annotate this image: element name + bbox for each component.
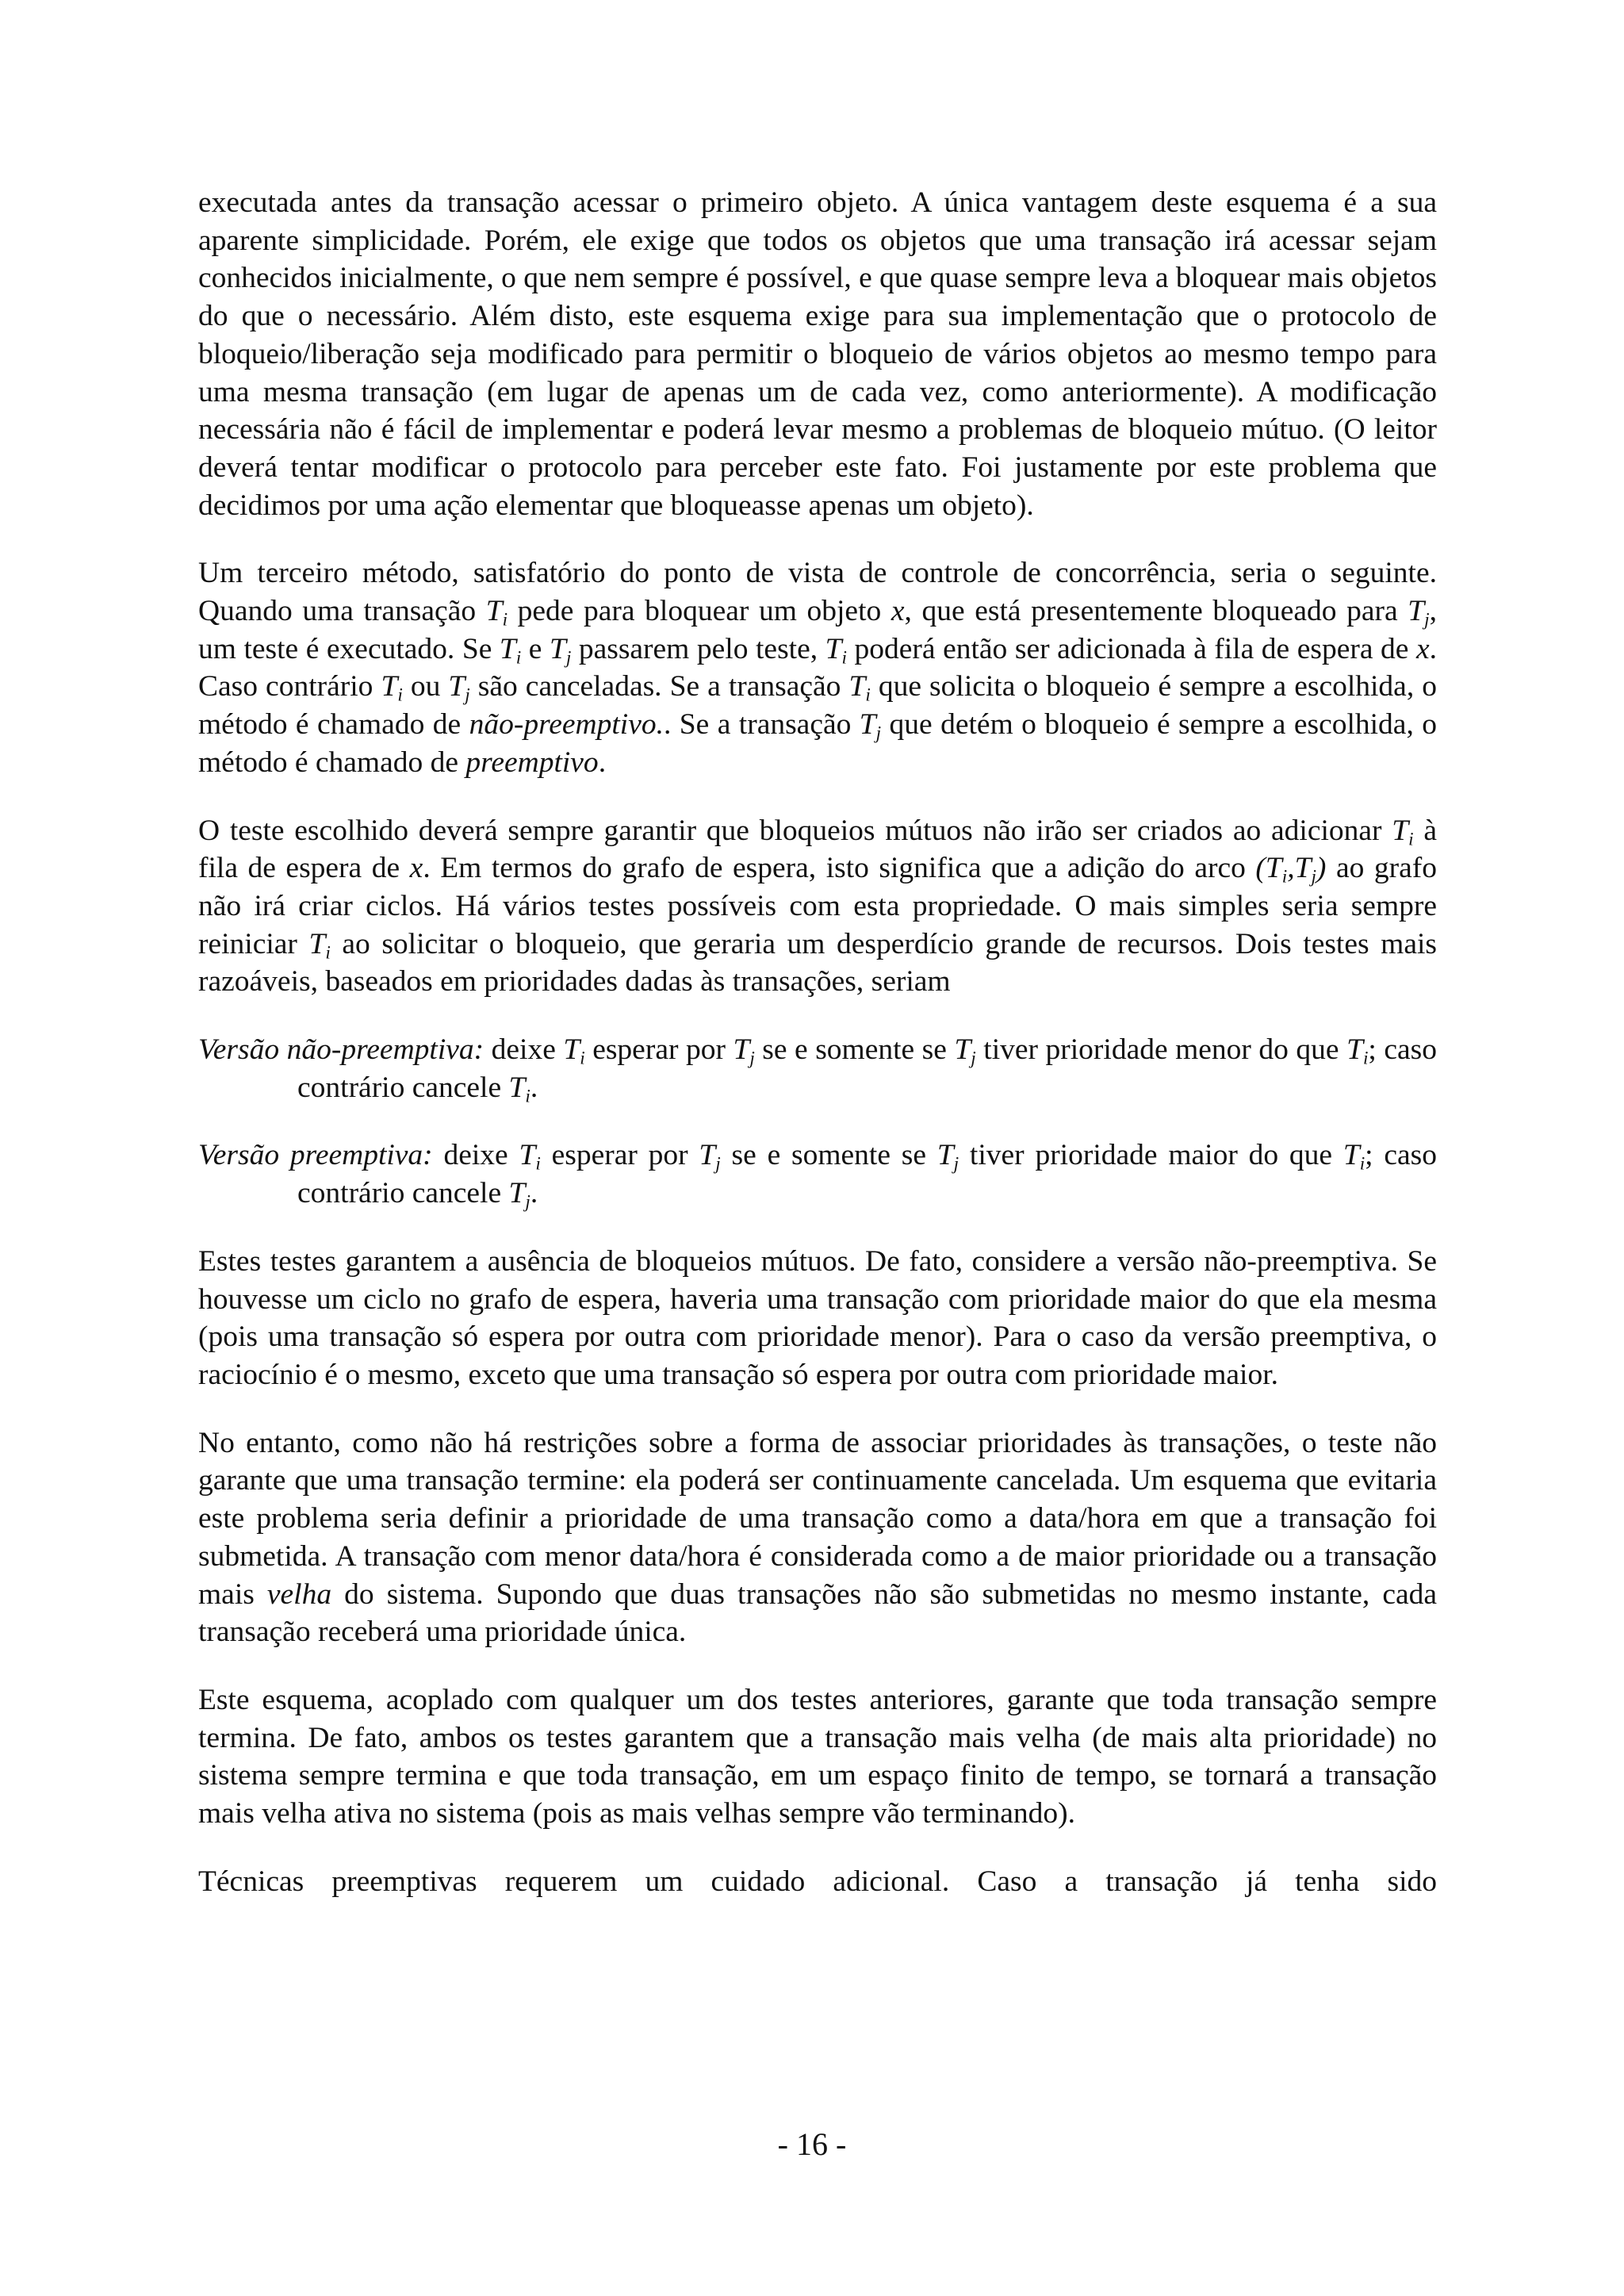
var-tj: $T_j$	[733, 1033, 755, 1069]
definition-term: Versão não-preemptiva:	[198, 1033, 485, 1067]
paragraph-2: Um terceiro método, satisfatório do ponto de vista de controle de concorrência, seria o seguinte. Quando uma transação $T_i$ pede para bloquear um objeto x, que está presentemente bloqueado para $T_j$, um teste é executado. Se $T_i$ e $T_j$ passarem pelo teste, $T_i$ poderá então ser adicionada à fila de espera de x. Caso contrário $T_i$ ou $T_j$ são canceladas. Se a transação $T_i$ que solicita o bloqueio é sempre a escolhida, o método é chamado de não-preemptivo.. Se a transação $T_j$ que detém o bloqueio é sempre a escolhida, o método é chamado de preemptivo.	[198, 557, 1438, 779]
paragraph-7: Técnicas preemptivas requerem um cuidado adicional. Caso a transação já tenha sido	[198, 1865, 1437, 1898]
var-ti: $T_i$	[563, 1033, 585, 1069]
term-nao-preemptivo: não-preemptivo.	[469, 708, 664, 742]
var-tj: $T_j$	[448, 670, 470, 706]
paragraph-3: O teste escolhido deverá sempre garantir que bloqueios mútuos não irão ser criados ao adicionar $T_i$ à fila de espera de x. Em termos do grafo de espera, isto significa que a adição do arco $(T_i,T_j)$ ao grafo não irá criar ciclos. Há vários testes possíveis com esta propriedade. O mais simples seria sempre reiniciar $T_i$ ao solicitar o bloqueio, que geraria um desperdício grande de recursos. Dois testes mais razoáveis, baseados em prioridades dadas às transações, seriam	[198, 814, 1438, 999]
var-ti: $T_i$	[485, 595, 508, 631]
var-ti: $T_i$	[1392, 814, 1414, 850]
var-tj: $T_j$	[508, 1177, 530, 1213]
var-tj: $T_j$	[954, 1033, 976, 1069]
var-ti: $T_i$	[1342, 1139, 1365, 1175]
var-ti: $T_i$	[381, 670, 403, 706]
var-tj: $T_j$	[1408, 595, 1430, 631]
var-tj: $T_j$	[859, 708, 882, 744]
arc-ti-tj: $(T_i,T_j)$	[1255, 852, 1327, 887]
var-tj: $T_j$	[549, 632, 572, 669]
var-ti: $T_i$	[308, 927, 331, 964]
var-tj: $T_j$	[936, 1139, 959, 1175]
var-ti: $T_i$	[499, 632, 522, 669]
document-page	[198, 184, 1437, 1930]
var-x: x	[409, 852, 423, 885]
page-number: - 16 -	[777, 2126, 847, 2162]
definition-preemptiva: Versão preemptiva: deixe $T_i$ esperar por $T_j$ se e somente se $T_j$ tiver prioridade maior do que $T_i$; caso contrário cancele $T_j$.	[198, 1139, 1437, 1213]
paragraph-1: executada antes da transação acessar o primeiro objeto. A única vantagem deste esquema é a sua aparente simplicidade. Porém, ele exige que todos os objetos que uma transação irá acessar sejam conhecidos inicialmente, o que nem sempre é possível, e que quase sempre leva a bloquear mais objetos do que o necessário. Além disto, este esquema exige para sua implementação que o protocolo de bloqueio/liberação seja modificado para permitir o bloqueio de vários objetos ao mesmo tempo para uma mesma transação (em lugar de apenas um de cada vez, como anteriormente). A modificação necessária não é fácil de implementar e poderá levar mesmo a problemas de bloqueio mútuo. (O leitor deverá tentar modificar o protocolo para perceber este fato. Foi justamente por este problema que decidimos por uma ação elementar que bloqueasse apenas um objeto).	[198, 186, 1437, 522]
var-ti: $T_i$	[848, 670, 871, 706]
var-ti: $T_i$	[519, 1139, 541, 1175]
paragraph-4: Estes testes garantem a ausência de bloqueios mútuos. De fato, considere a versão não-preemptiva. Se houvesse um ciclo no grafo de espera, haveria uma transação com prioridade maior do que ela mesma (pois uma transação só espera por outra com prioridade menor). Para o caso da versão preemptiva, o raciocínio é o mesmo, exceto que uma transação só espera por outra com prioridade maior.	[198, 1244, 1437, 1391]
var-ti: $T_i$	[1346, 1033, 1369, 1069]
definition-nao-preemptiva: Versão não-preemptiva: deixe $T_i$ esperar por $T_j$ se e somente se $T_j$ tiver prioridade menor do que $T_i$; caso contrário cancele $T_i$.	[198, 1033, 1437, 1107]
definition-term: Versão preemptiva:	[198, 1139, 433, 1172]
var-x: x	[891, 595, 905, 628]
var-ti: $T_i$	[508, 1071, 530, 1107]
paragraph-6: Este esquema, acoplado com qualquer um dos testes anteriores, garante que toda transação sempre termina. De fato, ambos os testes garantem que a transação mais velha (de mais alta prioridade) no sistema sempre termina e que toda transação, em um espaço finito de tempo, se tornará a transação mais velha ativa no sistema (pois as mais velhas sempre vão terminando).	[198, 1683, 1437, 1830]
var-ti: $T_i$	[825, 632, 847, 669]
term-preemptivo: preemptivo	[465, 746, 599, 779]
var-x: x	[1415, 632, 1430, 665]
term-velha: velha	[266, 1577, 332, 1611]
var-tj: $T_j$	[699, 1139, 721, 1175]
paragraph-5: No entanto, como não há restrições sobre a forma de associar prioridades às transações, o teste não garante que uma transação termine: ela poderá ser continuamente cancelada. Um esquema que evitaria este problema seria definir a prioridade de uma transação como a data/hora em que a transação foi submetida. A transação com menor data/hora é considerada como a de maior prioridade ou a transação mais velha do sistema. Supondo que duas transações não são submetidas no mesmo instante, cada transação receberá uma prioridade única.	[198, 1426, 1437, 1649]
